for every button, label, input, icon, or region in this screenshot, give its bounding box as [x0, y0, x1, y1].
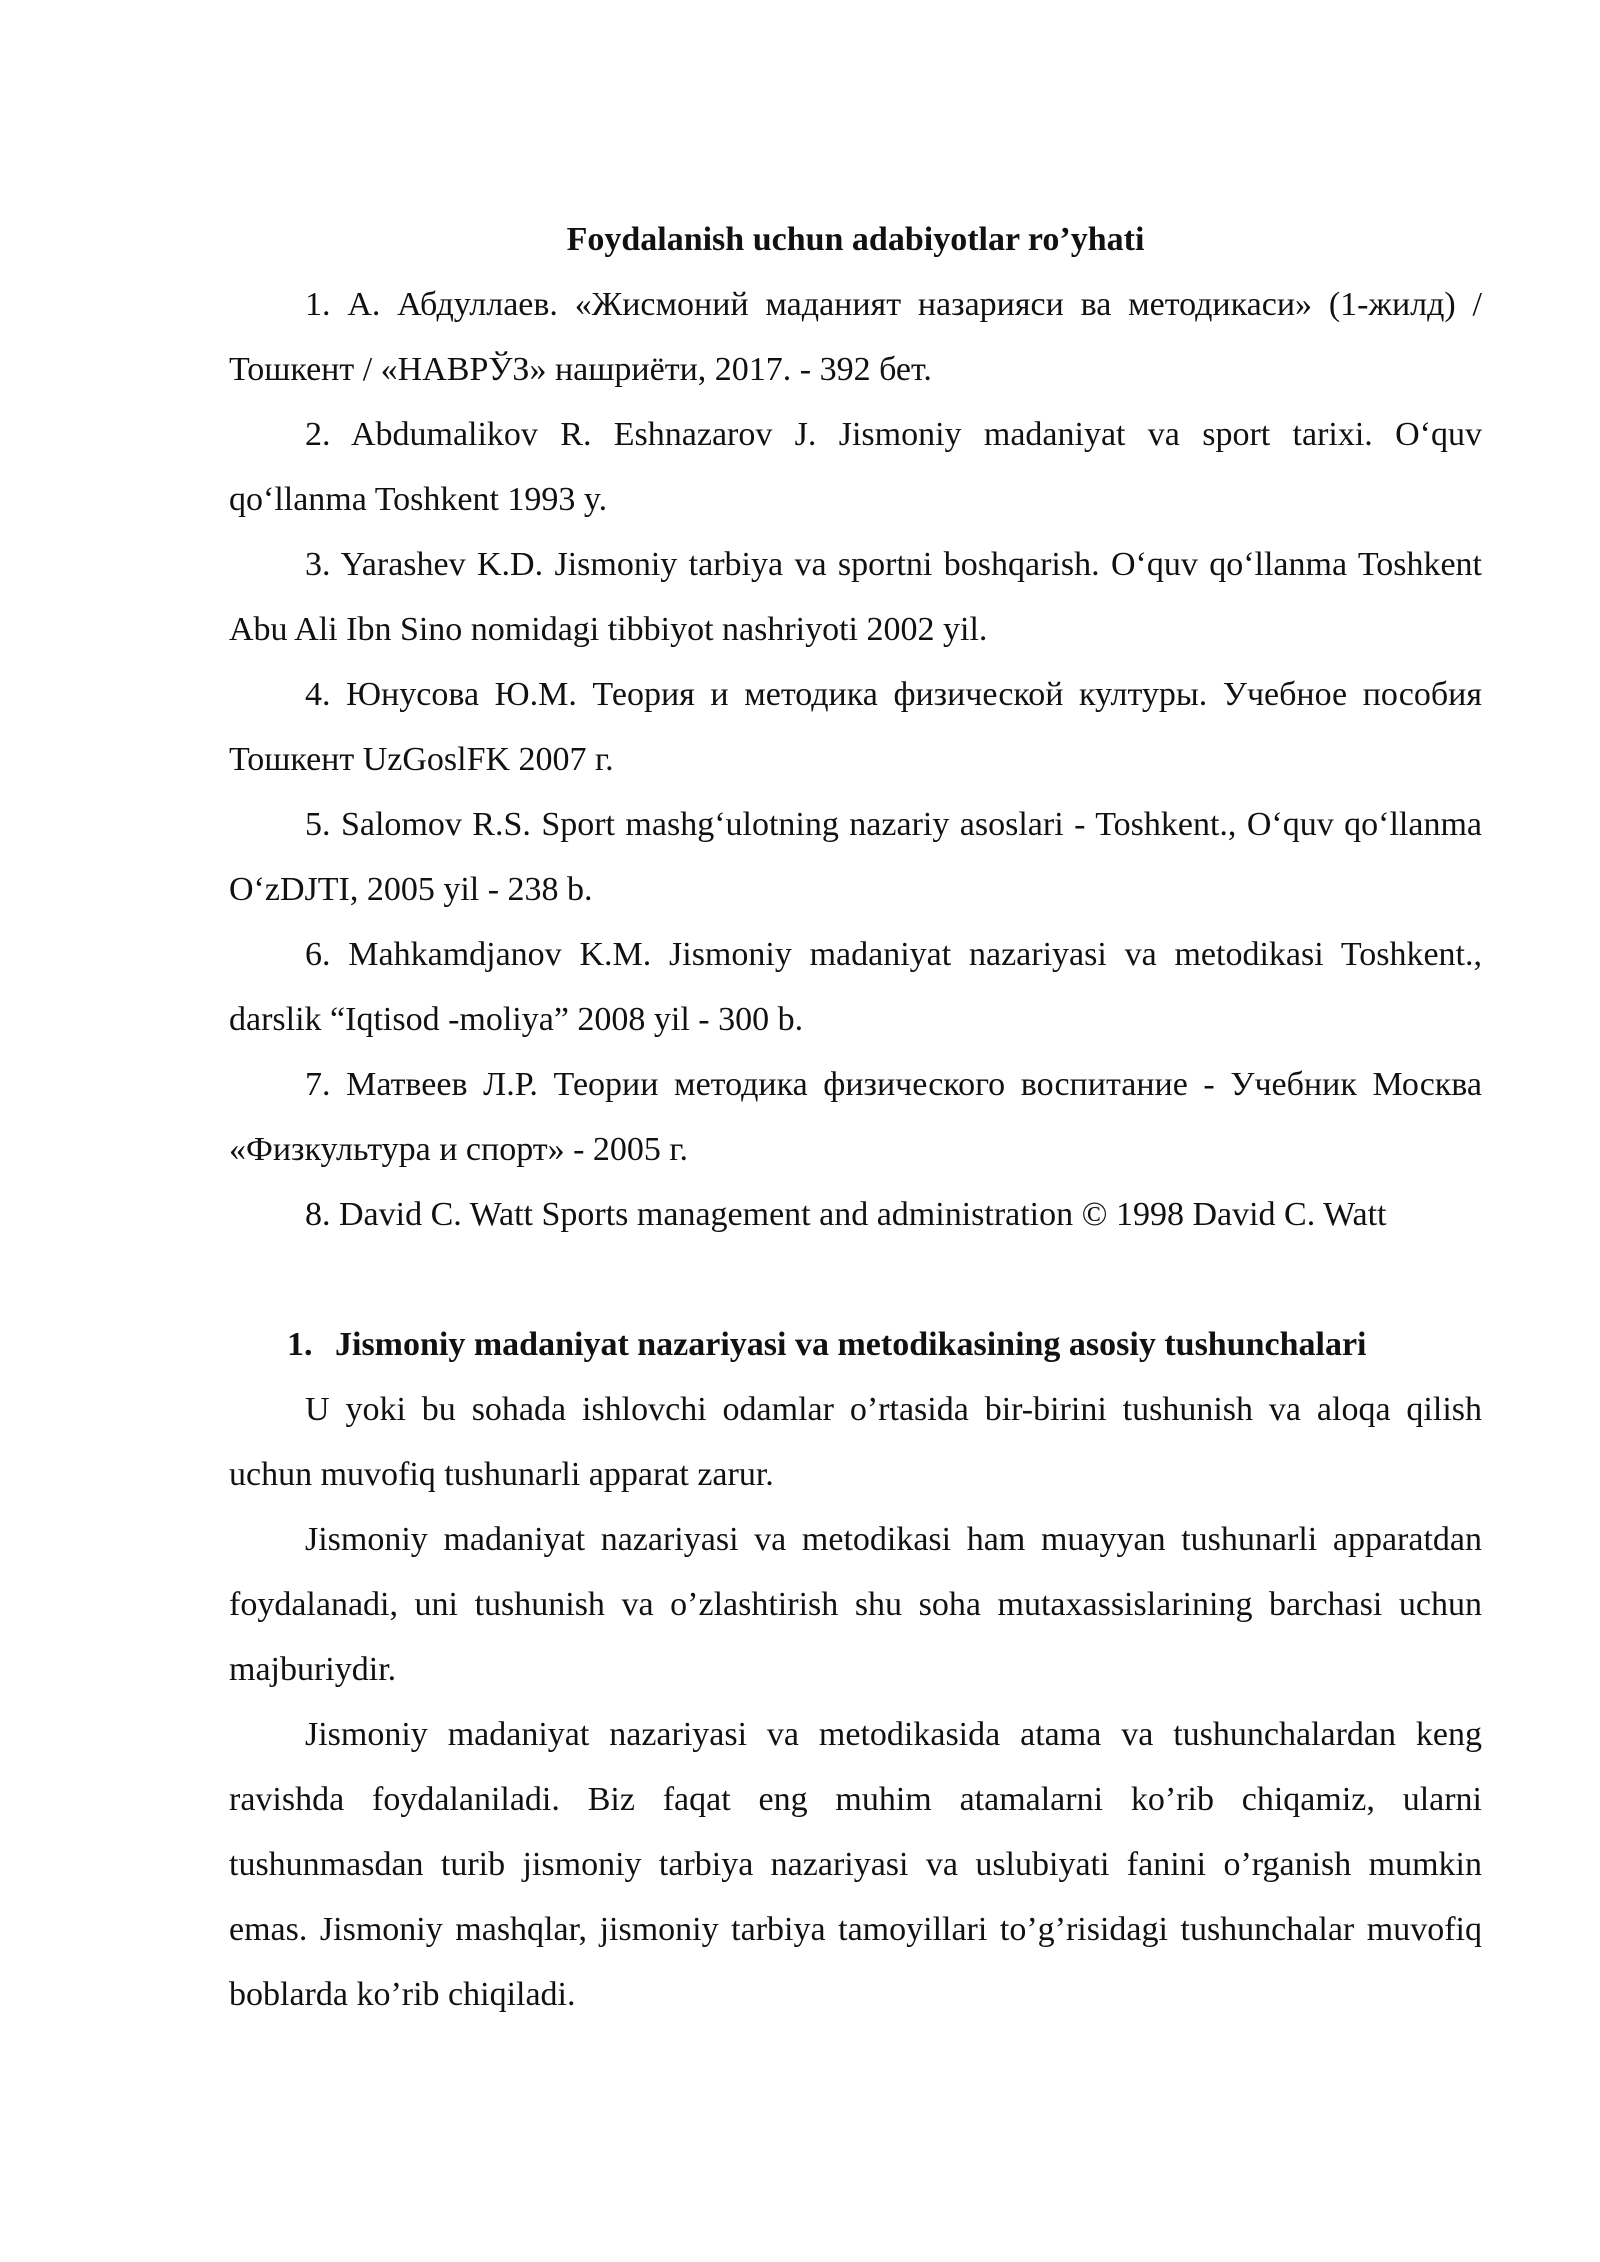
bibliography-item-number: 2.	[305, 416, 331, 453]
bibliography-item	[229, 402, 1482, 532]
bibliography-item-number: 4.	[305, 676, 331, 713]
bibliography-title: Foydalanish uchun adabiyotlar ro’yhati	[566, 221, 1145, 258]
bibliography-item	[229, 922, 1482, 1052]
body-paragraph: U yoki bu sohada ishlovchi odamlar o’rtasida bir-birini tushunish va aloqa qilish uchun muvofiq tushunarli apparat zarur.	[229, 1391, 1482, 1493]
bibliography-item-number: 8.	[305, 1196, 331, 1233]
body-paragraph: Jismoniy madaniyat nazariyasi va metodikasi ham muayyan tushunarli apparatdan foydalanadi, uni tushunish va o’zlashtirish shu soha mutaxassislarining barchasi uchun majburiydir.	[229, 1521, 1482, 1688]
bibliography-item	[229, 272, 1482, 402]
bibliography-item-text: Abdumalikov R. Eshnazarov J. Jismoniy madaniyat va sport tarixi. O‘quv qo‘llanma Toshkent 1993 y.	[229, 416, 1482, 518]
bibliography-item-number: 3.	[305, 546, 331, 583]
bibliography-item-number: 6.	[305, 936, 331, 973]
section-heading	[229, 1312, 1482, 1377]
bibliography-item-text: Матвеев Л.Р. Теории методика физического воспитание - Учебник Москва «Физкультура и спорт» - 2005 г.	[229, 1066, 1482, 1168]
bibliography-item-number: 7.	[305, 1066, 331, 1103]
body-paragraph: Jismoniy madaniyat nazariyasi va metodikasida atama va tushunchalardan keng ravishda foydalaniladi. Biz faqat eng muhim atamalarni ko’rib chiqamiz, ularni tushunmasdan turib jismoniy tarbiya nazariyasi va uslubiyati fanini o’rganish mumkin emas. Jismoniy mashqlar, jismoniy tarbiya tamoyillari to’g’risidagi tushunchalar muvofiq boblarda ko’rib chiqiladi.	[229, 1716, 1482, 2013]
bibliography-item	[229, 792, 1482, 922]
bibliography-item	[229, 1052, 1482, 1182]
bibliography-item-text: Yarashev K.D. Jismoniy tarbiya va sportni boshqarish. O‘quv qo‘llanma Toshkent Abu Ali Ibn Sino nomidagi tibbiyot nashriyoti 2002 yil.	[229, 546, 1482, 648]
section-number: 1.	[287, 1326, 313, 1363]
document-page	[229, 218, 1482, 2027]
bibliography-item	[229, 1182, 1482, 1247]
bibliography-item-text: Юнусова Ю.М. Теория и методика физической културы. Учебное пособия Тошкент UzGoslFK 2007 г.	[229, 676, 1482, 778]
bibliography-item-number: 1.	[305, 286, 331, 323]
bibliography-item-text: Mahkamdjanov K.M. Jismoniy madaniyat nazariyasi va metodikasi Toshkent., darslik “Iqtisod -moliya” 2008 yil - 300 b.	[229, 936, 1482, 1038]
bibliography-item	[229, 662, 1482, 792]
section-heading-text: Jismoniy madaniyat nazariyasi va metodikasining asosiy tushunchalari	[335, 1326, 1367, 1363]
section-spacer	[229, 1247, 1482, 1312]
bibliography-item-text: David C. Watt Sports management and administration © 1998 David C. Watt	[339, 1196, 1387, 1233]
bibliography-item-text: Salomov R.S. Sport mashg‘ulotning nazariy asoslari - Toshkent., O‘quv qo‘llanma O‘zDJTI, 2005 yil - 238 b.	[229, 806, 1483, 908]
bibliography-item	[229, 532, 1482, 662]
bibliography-item-number: 5.	[305, 806, 331, 843]
bibliography-item-text: А. Абдуллаев. «Жисмоний маданият назарияси ва методикаси» (1-жилд) / Тошкент / «НАВРЎЗ» нашриёти, 2017. - 392 бет.	[229, 286, 1482, 388]
